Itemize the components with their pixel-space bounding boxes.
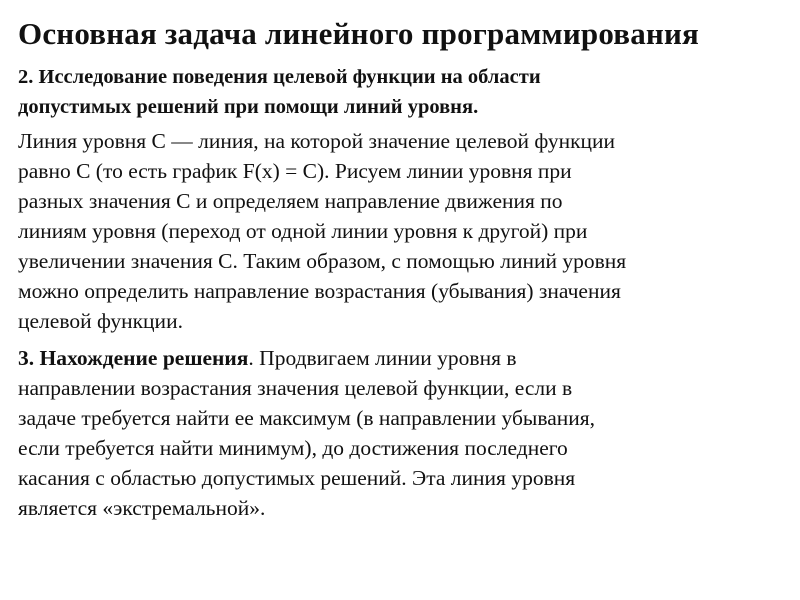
- paragraph-line: если требуется найти минимум), до достижения последнего: [18, 436, 568, 460]
- paragraph-line: является «экстремальной».: [18, 496, 266, 520]
- paragraph-line: можно определить направление возрастания (убывания) значения: [18, 279, 621, 303]
- section-3-first-line-rest: . Продвигаем линии уровня в: [248, 346, 517, 370]
- section-2-paragraph: [18, 126, 788, 336]
- section-2-heading: [18, 62, 788, 122]
- section-3-paragraph: [18, 343, 788, 523]
- section-2-heading-line-2: допустимых решений при помощи линий уровня.: [18, 96, 479, 118]
- paragraph-line: Линия уровня C — линия, на которой значение целевой функции: [18, 129, 616, 153]
- slide-title: Основная задача линейного программирования: [18, 16, 699, 51]
- paragraph-line: касания с областью допустимых решений. Эта линия уровня: [18, 466, 576, 490]
- paragraph-line: целевой функции.: [18, 309, 183, 333]
- paragraph-line: равно C (то есть график F(x) = C). Рисуем линии уровня при: [18, 159, 572, 183]
- paragraph-line: направлении возрастания значения целевой функции, если в: [18, 376, 573, 400]
- paragraph-line: задаче требуется найти ее максимум (в направлении убывания,: [18, 406, 596, 430]
- section-2-heading-line-1: 2. Исследование поведения целевой функции на области: [18, 66, 541, 88]
- section-3-heading: 3. Нахождение решения: [18, 346, 249, 370]
- slide-content: [18, 62, 788, 530]
- paragraph-line: разных значения C и определяем направление движения по: [18, 189, 563, 213]
- paragraph-line: увеличении значения C. Таким образом, с помощью линий уровня: [18, 249, 627, 273]
- paragraph-line: линиям уровня (переход от одной линии уровня к другой) при: [18, 219, 588, 243]
- section-3-first-line: [18, 343, 788, 373]
